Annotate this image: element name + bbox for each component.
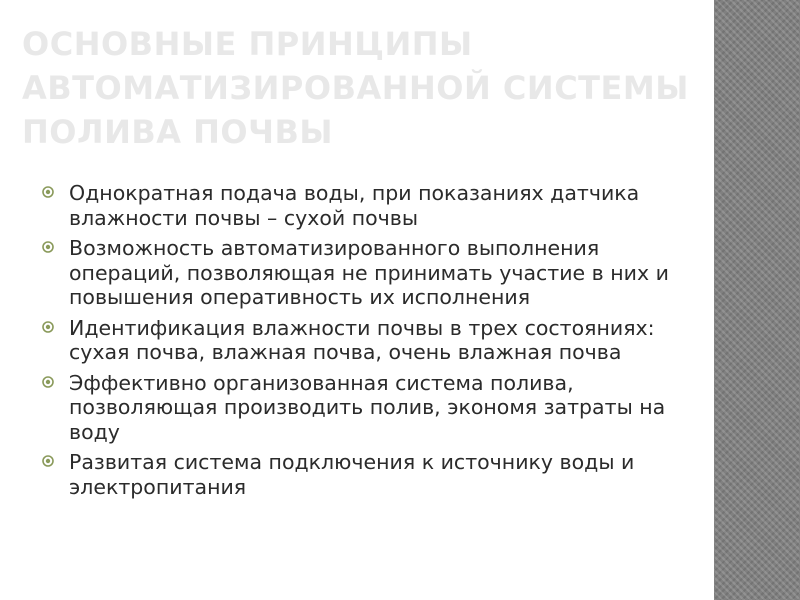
bullet-item [42,181,682,230]
circle-bullet-icon [42,321,54,333]
bullet-item [42,236,682,310]
bullet-list [42,181,682,505]
slide-title: ОСНОВНЫЕ ПРИНЦИПЫ АВТОМАТИЗИРОВАННОЙ СИСТЕМЫ ПОЛИВА ПОЧВЫ [22,25,689,151]
bullet-item [42,316,682,365]
bullet-text: Эффективно организованная система полива, позволяющая производить полив, экономя затраты на воду [69,370,666,444]
decorative-side-band [714,0,800,600]
bullet-item [42,371,682,445]
circle-bullet-icon [42,241,54,253]
bullet-text: Развитая система подключения к источнику воды и электропитания [69,450,635,499]
bullet-text: Однократная подача воды, при показаниях датчика влажности почвы – сухой почвы [69,181,640,230]
bullet-text: Возможность автоматизированного выполнения операций, позволяющая не принимать участие в них и повышения оперативность их исполнения [69,236,669,309]
circle-bullet-icon [42,376,54,388]
bullet-text: Идентификация влажности почвы в трех состояниях: сухая почва, влажная почва, очень влажная почва [69,315,655,364]
circle-bullet-icon [42,186,54,198]
bullet-item [42,450,682,499]
circle-bullet-icon [42,455,54,467]
